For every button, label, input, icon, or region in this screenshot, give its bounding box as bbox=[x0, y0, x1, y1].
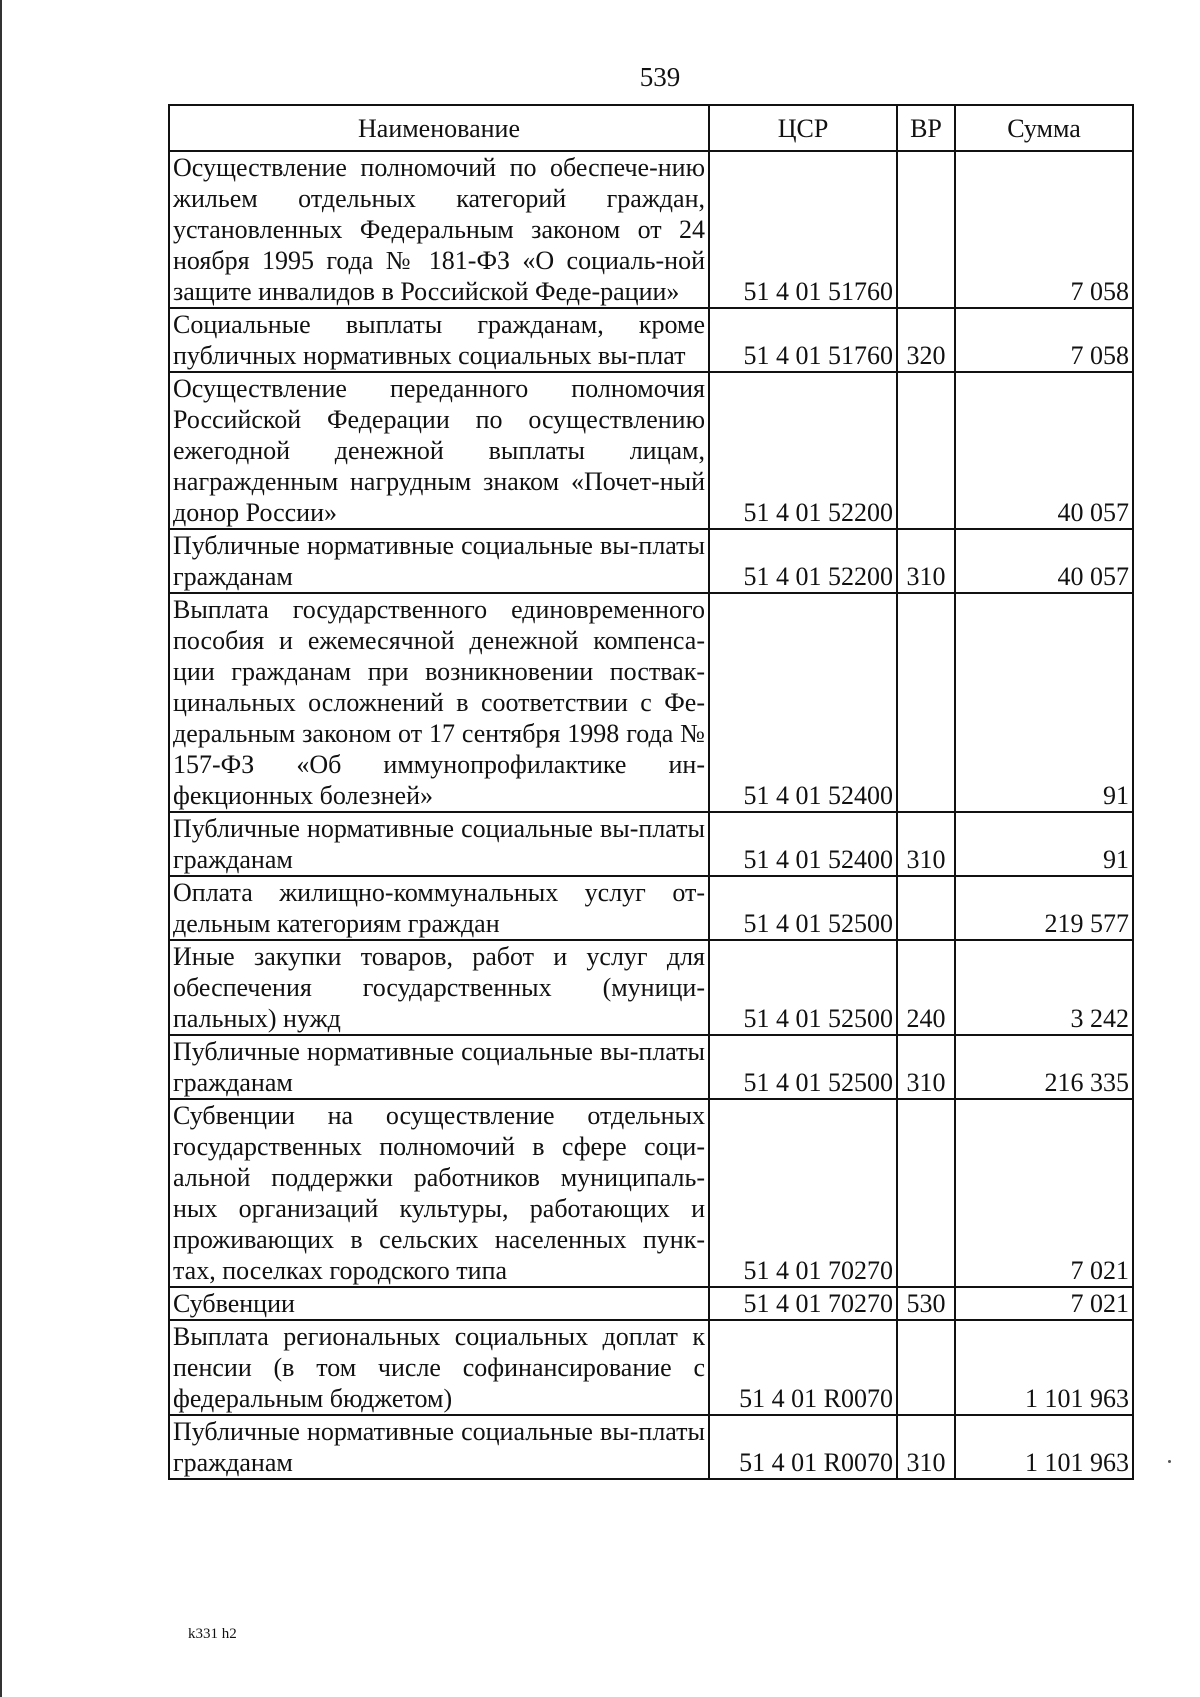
row-csr: 51 4 01 52200 bbox=[709, 529, 897, 593]
row-vr bbox=[897, 876, 955, 940]
row-vr: 310 bbox=[897, 1035, 955, 1099]
row-csr: 51 4 01 52400 bbox=[709, 593, 897, 812]
row-name: Выплата региональных социальных доплат к пенсии (в том числе софинансирование с федеральным бюджетом) bbox=[169, 1320, 709, 1415]
row-vr bbox=[897, 372, 955, 529]
table-row bbox=[169, 1287, 1133, 1320]
table-header-row bbox=[169, 105, 1133, 151]
row-csr: 51 4 01 70270 bbox=[709, 1287, 897, 1320]
row-sum: 40 057 bbox=[955, 372, 1133, 529]
header-sum: Сумма bbox=[955, 105, 1133, 151]
row-sum: 1 101 963 bbox=[955, 1415, 1133, 1479]
row-vr bbox=[897, 1320, 955, 1415]
table-row bbox=[169, 1099, 1133, 1287]
row-name: Социальные выплаты гражданам, кроме публичных нормативных социальных вы-плат bbox=[169, 308, 709, 372]
row-name: Выплата государственного единовременного пособия и ежемесячной денежной компенса-ции гражданам при возникновении поствак-цинальных осложнений в соответствии с Фе-деральным законом от 17 сентября 1998 года № 157-ФЗ «Об иммунопрофилактике ин-фекционных болезней» bbox=[169, 593, 709, 812]
row-name: Публичные нормативные социальные вы-платы гражданам bbox=[169, 1415, 709, 1479]
row-vr: 320 bbox=[897, 308, 955, 372]
row-name: Публичные нормативные социальные вы-платы гражданам bbox=[169, 812, 709, 876]
table-row bbox=[169, 593, 1133, 812]
scan-edge-line bbox=[0, 0, 2, 1697]
table-row bbox=[169, 812, 1133, 876]
row-sum: 1 101 963 bbox=[955, 1320, 1133, 1415]
table-row bbox=[169, 1415, 1133, 1479]
row-name: Субвенции bbox=[169, 1287, 709, 1320]
table-row bbox=[169, 940, 1133, 1035]
row-csr: 51 4 01 52500 bbox=[709, 1035, 897, 1099]
row-csr: 51 4 01 R0070 bbox=[709, 1415, 897, 1479]
row-name: Осуществление переданного полномочия Российской Федерации по осуществлению ежегодной денежной выплаты лицам, награжденным нагрудным знаком «Почет-ный донор России» bbox=[169, 372, 709, 529]
row-vr: 240 bbox=[897, 940, 955, 1035]
row-vr bbox=[897, 593, 955, 812]
scan-speck bbox=[1168, 1460, 1171, 1463]
document-code: k331 h2 bbox=[188, 1626, 237, 1642]
table-row bbox=[169, 1320, 1133, 1415]
row-name: Осуществление полномочий по обеспече-нию жильем отдельных категорий граждан, установленных Федеральным законом от 24 ноября 1995 года № 181-ФЗ «О социаль-ной защите инвалидов в Российской Феде-рации» bbox=[169, 151, 709, 308]
table-row bbox=[169, 529, 1133, 593]
row-sum: 7 021 bbox=[955, 1287, 1133, 1320]
budget-table bbox=[168, 104, 1134, 1480]
row-vr bbox=[897, 1099, 955, 1287]
row-vr: 310 bbox=[897, 812, 955, 876]
row-csr: 51 4 01 51760 bbox=[709, 151, 897, 308]
table-row bbox=[169, 308, 1133, 372]
row-csr: 51 4 01 R0070 bbox=[709, 1320, 897, 1415]
row-sum: 91 bbox=[955, 812, 1133, 876]
row-name: Иные закупки товаров, работ и услуг для обеспечения государственных (муници-пальных) нужд bbox=[169, 940, 709, 1035]
table-row bbox=[169, 151, 1133, 308]
row-sum: 219 577 bbox=[955, 876, 1133, 940]
row-csr: 51 4 01 52500 bbox=[709, 876, 897, 940]
row-sum: 7 058 bbox=[955, 151, 1133, 308]
header-name: Наименование bbox=[169, 105, 709, 151]
row-csr: 51 4 01 52500 bbox=[709, 940, 897, 1035]
row-vr bbox=[897, 151, 955, 308]
row-sum: 40 057 bbox=[955, 529, 1133, 593]
header-vr: ВР bbox=[897, 105, 955, 151]
row-sum: 91 bbox=[955, 593, 1133, 812]
row-csr: 51 4 01 52400 bbox=[709, 812, 897, 876]
header-csr: ЦСР bbox=[709, 105, 897, 151]
row-name: Публичные нормативные социальные вы-платы гражданам bbox=[169, 529, 709, 593]
row-csr: 51 4 01 70270 bbox=[709, 1099, 897, 1287]
table-row bbox=[169, 876, 1133, 940]
page-number: 539 bbox=[639, 62, 681, 92]
row-sum: 3 242 bbox=[955, 940, 1133, 1035]
table-row bbox=[169, 1035, 1133, 1099]
row-sum: 7 021 bbox=[955, 1099, 1133, 1287]
row-vr: 310 bbox=[897, 529, 955, 593]
row-csr: 51 4 01 51760 bbox=[709, 308, 897, 372]
row-name: Оплата жилищно-коммунальных услуг от-дельным категориям граждан bbox=[169, 876, 709, 940]
row-sum: 7 058 bbox=[955, 308, 1133, 372]
row-name: Субвенции на осуществление отдельных государственных полномочий в сфере соци-альной поддержки работников муниципаль-ных организаций культуры, работающих и проживающих в сельских населенных пунк-тах, поселках городского типа bbox=[169, 1099, 709, 1287]
row-sum: 216 335 bbox=[955, 1035, 1133, 1099]
row-vr: 530 bbox=[897, 1287, 955, 1320]
row-name: Публичные нормативные социальные вы-платы гражданам bbox=[169, 1035, 709, 1099]
row-vr: 310 bbox=[897, 1415, 955, 1479]
table-row bbox=[169, 372, 1133, 529]
row-csr: 51 4 01 52200 bbox=[709, 372, 897, 529]
